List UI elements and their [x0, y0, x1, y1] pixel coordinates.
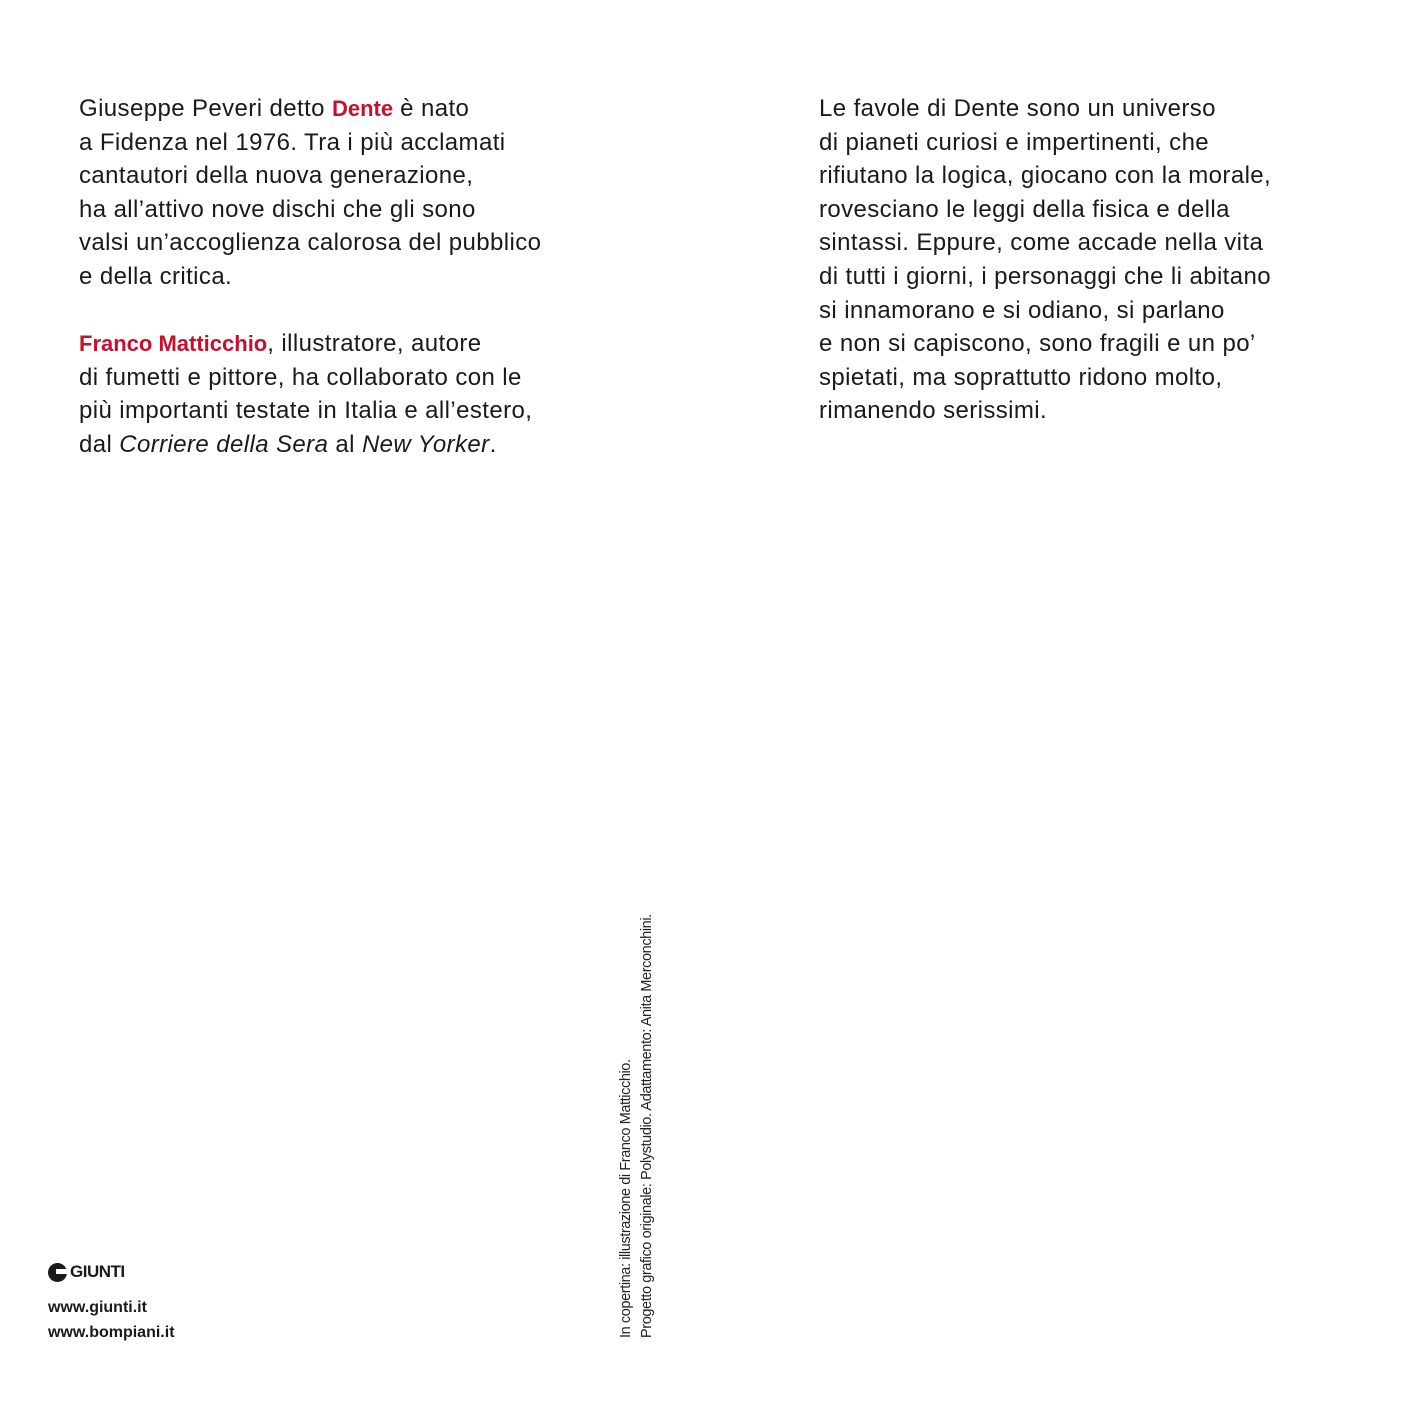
text-segment: al	[328, 430, 362, 458]
giunti-logo-icon	[48, 1263, 67, 1282]
text-line: cantautori della nuova generazione,	[79, 162, 474, 190]
author-name-matticchio: Franco Matticchio	[79, 331, 268, 357]
text-line: Le favole di Dente sono un universo	[819, 95, 1216, 122]
publication-title: New Yorker	[361, 430, 490, 458]
author-name-dente: Dente	[331, 96, 394, 121]
right-column	[819, 92, 1379, 428]
text-segment: è nato	[393, 95, 470, 122]
text-line: a Fidenza nel 1976. Tra i più acclamati	[79, 128, 506, 156]
text-line: e della critica.	[79, 262, 233, 290]
text-line: di fumetti e pittore, ha collaborato con le	[79, 363, 522, 391]
giunti-logo	[48, 1262, 125, 1282]
publication-title: Corriere della Sera	[119, 430, 329, 458]
bio-matticchio	[79, 327, 639, 461]
text-line: valsi un’accoglienza calorosa del pubblico	[79, 229, 542, 257]
text-segment: Giuseppe Peveri detto	[79, 95, 332, 122]
publisher-urls	[48, 1295, 175, 1345]
url-giunti: www.giunti.it	[48, 1299, 147, 1316]
text-line	[79, 428, 639, 462]
credits	[616, 838, 658, 1338]
text-line: spietati, ma soprattutto ridono molto,	[819, 363, 1223, 391]
bio-dente	[79, 92, 639, 294]
text-line: sintassi. Eppure, come accade nella vita	[819, 229, 1264, 257]
credit-line: In copertina: illustrazione di Franco Matticchio.	[618, 1059, 634, 1338]
url-bompiani: www.bompiani.it	[48, 1324, 175, 1341]
text-line: più importanti testate in Italia e all’estero,	[79, 397, 533, 425]
text-line	[79, 92, 639, 126]
text-segment: , illustratore, autore	[267, 330, 482, 358]
credit-line: Progetto grafico originale: Polystudio. Adattamento: Anita Merconchini.	[639, 914, 655, 1338]
text-line	[79, 327, 639, 361]
text-line: si innamorano e si odiano, si parlano	[819, 296, 1225, 324]
text-line: di tutti i giorni, i personaggi che li abitano	[819, 262, 1271, 290]
text-segment: dal	[79, 430, 120, 458]
left-column	[79, 92, 639, 462]
text-line: rifiutano la logica, giocano con la morale,	[819, 162, 1272, 190]
text-segment: .	[489, 430, 497, 458]
text-line: e non si capiscono, sono fragili e un po’	[819, 330, 1256, 358]
text-line: rovesciano le leggi della fisica e della	[819, 195, 1230, 223]
text-line: rimanendo serissimi.	[819, 397, 1048, 425]
logo-text: GIUNTI	[70, 1262, 125, 1281]
text-line: di pianeti curiosi e impertinenti, che	[819, 128, 1210, 156]
text-line: ha all’attivo nove dischi che gli sono	[79, 195, 476, 223]
